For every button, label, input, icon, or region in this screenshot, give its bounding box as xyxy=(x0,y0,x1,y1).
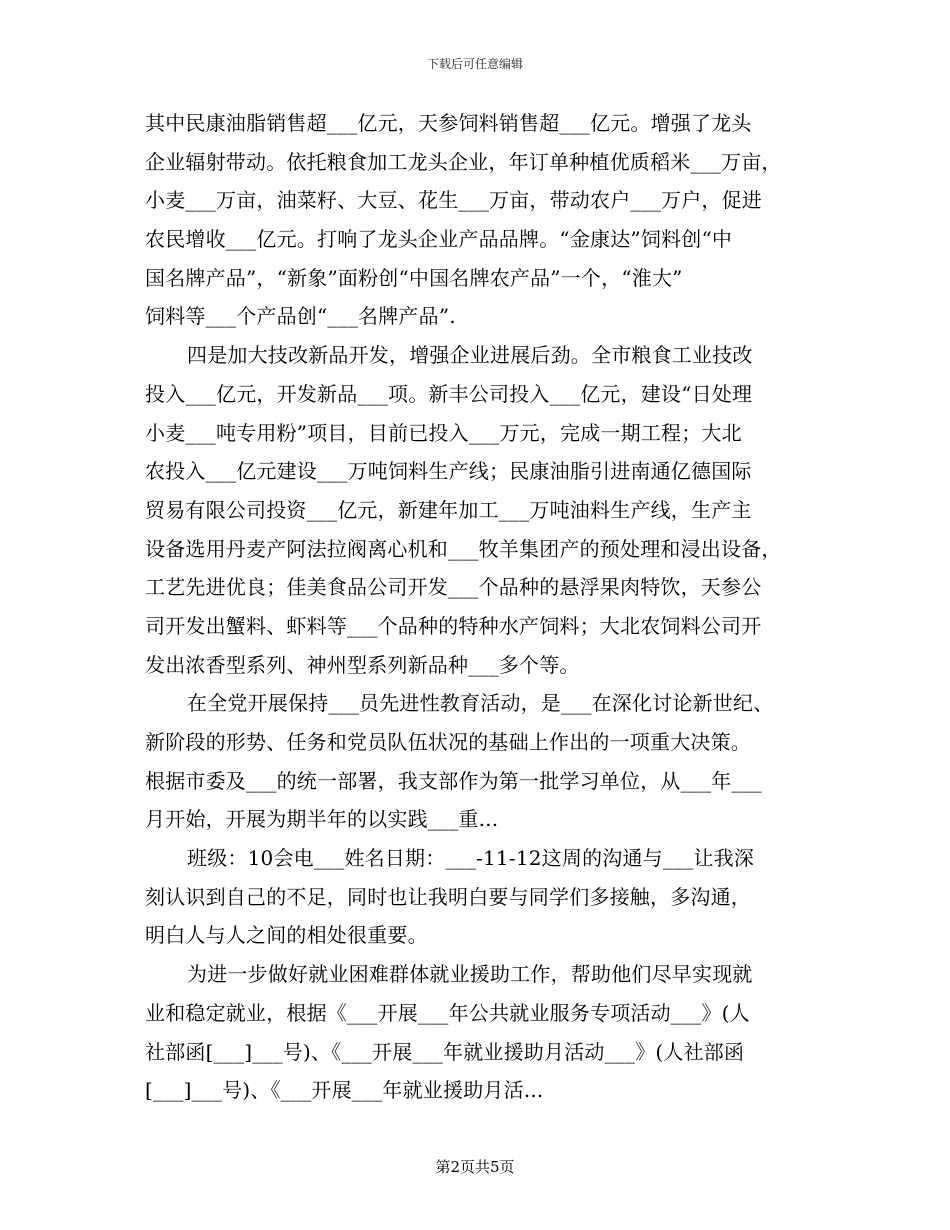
text-line: 农投入___亿元建设___万吨饲料生产线；民康油脂引进南通亿德国际 xyxy=(145,459,752,484)
text-line: 新阶段的形势、任务和党员队伍状况的基础上作出的一项重大决策。 xyxy=(145,730,751,754)
text-line: 农民增收___亿元。打响了龙头企业产品品牌。“金康达”饲料创“中 xyxy=(145,227,733,252)
text-line: 其中民康油脂销售超___亿元，天参饲料销售超___亿元。增强了龙头 xyxy=(145,111,752,135)
text-line: 刻认识到自己的不足，同时也让我明白要与同学们多接触，多沟通， xyxy=(145,884,751,909)
text-line: 月开始，开展为期半年的以实践___重... xyxy=(145,807,499,832)
text-line: 设备选用丹麦产阿法拉阀离心机和___牧羊集团产的预处理和浸出设备， xyxy=(145,536,782,561)
paragraph-start: 四是加大技改新品开发，增强企业进展后劲。全市粮食工业技改 xyxy=(187,343,753,368)
text-line: 企业辐射带动。依托粮食加工龙头企业，年订单种植优质稻米___万亩， xyxy=(145,149,782,174)
text-line: 司开发出蟹料、虾料等___个品种的特种水产饲料；大北农饲料公司开 xyxy=(145,613,762,638)
page-header: 下载后可任意编辑 xyxy=(426,57,523,71)
document-body xyxy=(145,104,810,1110)
text-line: 小麦___万亩，油菜籽、大豆、花生___万亩，带动农户___万户，促进 xyxy=(145,188,762,213)
text-line: 明白人与人之间的相处很重要。 xyxy=(145,923,428,948)
text-line: 社部函[___]___号)、《___开展___年就业援助月活动___》(人社部函 xyxy=(145,1039,745,1064)
text-line: 小麦___吨专用粉”项目，目前已投入___万元，完成一期工程；大北 xyxy=(145,420,742,445)
text-line: 业和稳定就业，根据《___开展___年公共就业服务专项活动___》(人 xyxy=(145,1000,750,1025)
paragraph-start: 为进一步做好就业困难群体就业援助工作，帮助他们尽早实现就 xyxy=(187,962,753,987)
text-line: 投入___亿元，开发新品___项。新丰公司投入___亿元，建设“日处理 xyxy=(145,381,753,406)
paragraph-start: 在全党开展保持___员先进性教育活动，是___在深化讨论新世纪、 xyxy=(187,691,774,716)
text-line: 工艺先进优良；佳美食品公司开发___个品种的悬浮果肉特饮，天参公 xyxy=(145,575,762,600)
text-line: 发出浓香型系列、神州型系列新品种___多个等。 xyxy=(145,652,580,677)
text-line: 贸易有限公司投资___亿元，新建年加工___万吨油料生产线，生产主 xyxy=(145,497,752,522)
text-line: 国名牌产品”，“新象”面粉创“中国名牌农产品”一个，“淮大” xyxy=(145,265,683,290)
text-line: 根据市委及___的统一部署，我支部作为第一批学习单位，从___年___ xyxy=(145,768,762,793)
paragraph-start: 班级：10会电___姓名日期：___-11-12这周的沟通与___让我深 xyxy=(187,846,755,871)
page-footer: 第2页共5页 xyxy=(435,1158,515,1176)
text-line: [___]___号)、《___开展___年就业援助月活... xyxy=(145,1078,544,1103)
text-line: 饲料等___个产品创“___名牌产品”. xyxy=(145,304,456,329)
